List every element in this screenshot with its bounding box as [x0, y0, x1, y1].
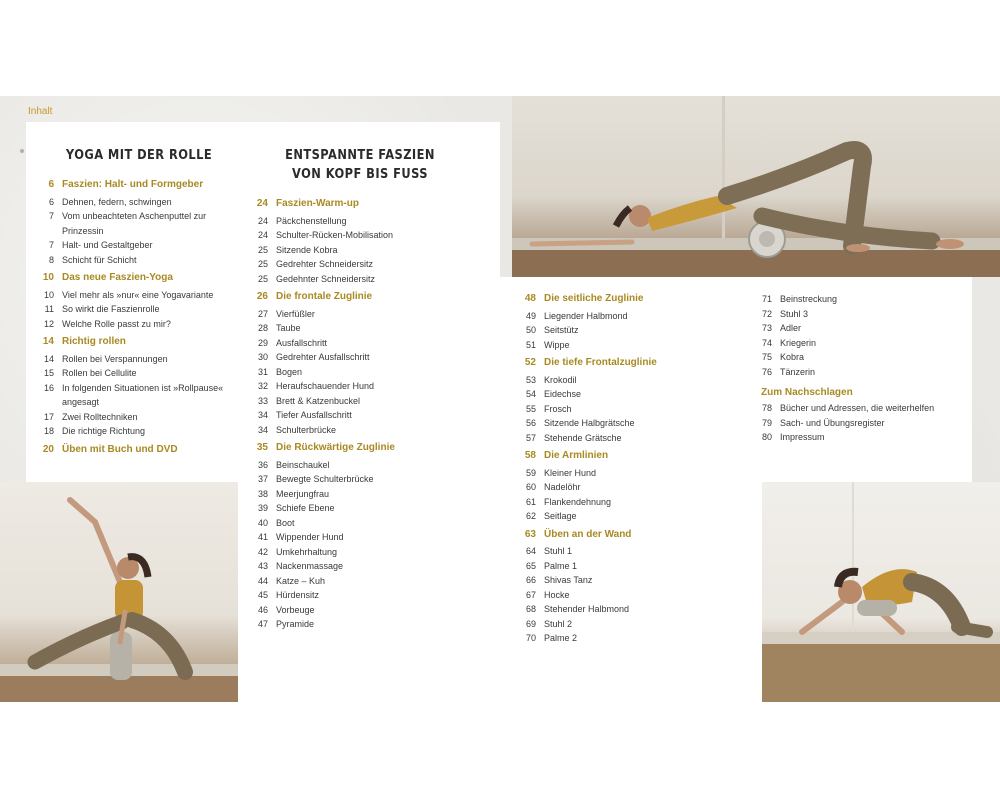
entry-title: Vorbeuge: [276, 604, 315, 615]
page-number: 48: [524, 293, 536, 304]
toc-entry: [518, 559, 718, 574]
toc-entry: [754, 307, 966, 322]
chapter-2-title: [274, 146, 446, 184]
page-number: 58: [524, 450, 536, 461]
page-number: 27: [257, 308, 268, 319]
page-number: 34: [257, 424, 268, 435]
page-number: 50: [525, 325, 536, 335]
toc-entry: [754, 321, 966, 336]
page-number: 68: [525, 604, 536, 614]
page-number: 76: [761, 366, 772, 377]
page-number: 14: [43, 353, 54, 364]
page-number: 10: [42, 272, 54, 283]
photo-lunge-pose: [0, 482, 238, 702]
entry-title: Faszien-Warm-up: [276, 198, 359, 209]
page-number: 56: [525, 418, 536, 428]
toc-entry: [250, 365, 450, 380]
toc-entry: [250, 408, 450, 423]
toc-entry: [250, 272, 450, 287]
toc-entry: [754, 350, 966, 365]
page-number: 51: [525, 339, 536, 350]
page-number: 25: [257, 273, 268, 284]
toc-entry: [36, 410, 236, 425]
entry-title: Kleiner Hund: [544, 467, 597, 478]
toc-entry: [518, 416, 718, 431]
bridge-pose-illustration: [512, 96, 1000, 277]
toc-entry: [518, 573, 718, 588]
toc-entry: [250, 379, 450, 394]
entry-title: Richtig rollen: [62, 336, 126, 347]
toc-entry: [518, 402, 718, 417]
entry-title: Stuhl 2: [544, 618, 573, 629]
toc-entry: [754, 401, 966, 416]
page-number: 41: [257, 532, 268, 542]
toc-entry: [250, 559, 450, 574]
toc-entry: [518, 544, 718, 559]
toc-entry: [250, 307, 450, 322]
entry-title: Frosch: [544, 403, 572, 414]
toc-section-heading: [250, 290, 450, 305]
chapter-2-title-line-1: ENTSPANNTE FASZIEN: [285, 148, 435, 163]
entry-title: Adler: [780, 323, 802, 333]
toc-entry: [36, 352, 236, 367]
toc-entry: [250, 603, 450, 618]
entry-title: Eidechse: [544, 389, 582, 399]
entry-title: Rollen bei Cellulite: [62, 368, 137, 378]
entry-title: Hürdensitz: [276, 590, 320, 600]
page-number: 74: [761, 337, 772, 348]
toc-entry: [36, 209, 236, 238]
toc-entry: [754, 336, 966, 351]
toc-entry: [250, 588, 450, 603]
page-number: 31: [257, 366, 268, 377]
toc-entry: [250, 458, 450, 473]
page-number: 35: [256, 442, 268, 453]
page-number: 52: [524, 357, 536, 368]
toc-entry: [518, 431, 718, 446]
toc-section-heading: [518, 356, 718, 371]
page-number: 28: [257, 323, 268, 333]
entry-title: Dehnen, federn, schwingen: [62, 196, 172, 207]
page-number: 25: [257, 259, 268, 269]
toc-entry: [250, 617, 450, 632]
entry-title: Ausfallschritt: [276, 337, 328, 348]
toc-section-heading: [518, 292, 718, 307]
entry-title: Heraufschauender Hund: [276, 381, 375, 391]
lunge-pose-illustration: [0, 482, 238, 702]
entry-title: Die Armlinien: [544, 450, 609, 461]
entry-title: Brett & Katzenbuckel: [276, 395, 361, 406]
page-number: 39: [257, 503, 268, 513]
page-number: 63: [524, 528, 536, 540]
page-number: 15: [43, 368, 54, 378]
toc-entry: [250, 257, 450, 272]
page-number: 42: [257, 546, 268, 557]
toc-section-heading: [36, 178, 236, 193]
toc-entry: [250, 394, 450, 409]
toc-entry: [518, 480, 718, 495]
page-number: 65: [525, 560, 536, 571]
entry-title: Palme 1: [544, 560, 578, 571]
page-number: 25: [257, 244, 268, 255]
entry-title: Schiefe Ebene: [276, 503, 335, 513]
kneeling-pose-illustration: [762, 482, 1000, 702]
page-number: 64: [525, 546, 536, 556]
chapter-2-list-column-3: [754, 292, 966, 445]
page-number: 6: [48, 196, 54, 207]
entry-title: Zwei Rolltechniken: [62, 411, 138, 422]
page-number: 73: [761, 323, 772, 333]
page-number: 62: [525, 511, 536, 521]
page-number: 34: [257, 410, 268, 420]
entry-title: Wippender Hund: [276, 532, 344, 542]
chapter-2-list-column-2: [518, 292, 718, 646]
entry-title: Palme 2: [544, 633, 578, 643]
page-number: 40: [257, 517, 268, 528]
toc-entry: [754, 416, 966, 431]
toc-entry: [518, 373, 718, 388]
page-number: 55: [525, 403, 536, 414]
toc-section-heading: [36, 443, 236, 458]
page-number: 18: [43, 426, 54, 436]
page-number: 57: [525, 432, 536, 443]
toc-entry: [518, 617, 718, 632]
toc-entry: [754, 365, 966, 380]
entry-title: Kobra: [780, 352, 805, 362]
entry-title: Flankendehnung: [544, 496, 612, 507]
page-number: 38: [257, 488, 268, 499]
entry-title: Stehender Halbmond: [544, 604, 630, 614]
toc-section-heading: [36, 335, 236, 350]
page-number: 45: [257, 590, 268, 600]
toc-section-heading: [518, 449, 718, 464]
entry-title: Taube: [276, 323, 301, 333]
toc-entry: [36, 381, 236, 410]
entry-title: Viel mehr als »nur« eine Yogavariante: [62, 289, 214, 300]
page-number: 20: [42, 443, 54, 455]
decorative-dot: [20, 149, 24, 153]
page-number: 80: [761, 432, 772, 442]
toc-entry: [36, 195, 236, 210]
toc-entry: [754, 430, 966, 445]
page-number: 66: [525, 575, 536, 585]
toc-entry: [518, 509, 718, 524]
entry-title: Liegender Halbmond: [544, 310, 628, 321]
entry-title: Üben an der Wand: [544, 528, 632, 540]
page-number: 7: [48, 240, 54, 250]
page-number: 54: [525, 389, 536, 399]
entry-title: Üben mit Buch und DVD: [62, 443, 178, 455]
toc-entry: [518, 323, 718, 338]
photo-bridge-pose: [512, 96, 1000, 277]
page-number: 61: [525, 496, 536, 507]
toc-entry: [36, 366, 236, 381]
entry-title: Halt- und Gestaltgeber: [62, 240, 153, 250]
page-number: 71: [761, 294, 772, 304]
entry-title: Welche Rolle passt zu mir?: [62, 318, 171, 329]
page-number: 24: [257, 230, 268, 240]
entry-title: Schulterbrücke: [276, 424, 337, 435]
entry-title: So wirkt die Faszienrolle: [62, 304, 160, 314]
entry-title: Die Rückwärtige Zuglinie: [276, 442, 395, 453]
page-number: 67: [525, 589, 536, 600]
chapter-1-list: [36, 178, 236, 459]
page-number: 11: [44, 304, 54, 314]
toc-entry: [250, 350, 450, 365]
entry-title: Faszien: Halt- und Formgeber: [62, 179, 204, 190]
entry-title: Beinschaukel: [276, 459, 330, 470]
entry-title: Stehende Grätsche: [544, 432, 622, 443]
page-number: 26: [256, 291, 268, 302]
toc-entry: [518, 338, 718, 353]
toc-entry: [250, 228, 450, 243]
toc-entry: [36, 424, 236, 439]
entry-title: Hocke: [544, 589, 570, 600]
entry-title: Beinstreckung: [780, 294, 838, 304]
toc-entry: [250, 545, 450, 560]
toc-entry: [36, 302, 236, 317]
running-head: Inhalt: [28, 106, 53, 117]
toc-entry: [250, 516, 450, 531]
toc-entry: [250, 487, 450, 502]
page-number: 78: [761, 403, 772, 413]
entry-title: Nackenmassage: [276, 561, 344, 571]
entry-title: In folgenden Situationen ist »Rollpause« angesagt: [62, 382, 224, 407]
entry-title: Meerjungfrau: [276, 488, 330, 499]
page-number: 69: [525, 618, 536, 629]
entry-title: Nadelöhr: [544, 482, 581, 492]
toc-section-heading: [250, 197, 450, 212]
entry-title: Sitzende Halbgrätsche: [544, 418, 635, 428]
page-number: 79: [761, 417, 772, 428]
entry-title: Sach- und Übungsregister: [780, 417, 885, 428]
page-number: 36: [257, 459, 268, 470]
entry-title: Seitstütz: [544, 325, 579, 335]
entry-title: Rollen bei Verspannungen: [62, 353, 168, 364]
page-number: 43: [257, 561, 268, 571]
toc-entry: [518, 631, 718, 646]
toc-entry: [250, 501, 450, 516]
toc-entry: [36, 317, 236, 332]
page-number: 47: [257, 619, 268, 629]
toc-entry: [250, 530, 450, 545]
entry-title: Sitzende Kobra: [276, 244, 338, 255]
toc-entry: [518, 495, 718, 510]
toc-entry: [36, 238, 236, 253]
entry-title: Shivas Tanz: [544, 575, 593, 585]
entry-title: Gedehnter Schneidersitz: [276, 273, 376, 284]
page-number: 30: [257, 352, 268, 362]
toc-entry: [250, 423, 450, 438]
page-number: 32: [257, 381, 268, 391]
entry-title: Impressum: [780, 432, 825, 442]
page-number: 6: [48, 179, 54, 190]
toc-entry: [250, 472, 450, 487]
chapter-2-list-column-1: [250, 197, 450, 632]
entry-title: Gedrehter Ausfallschritt: [276, 352, 370, 362]
page-number: 24: [257, 215, 268, 226]
page-number: 7: [48, 211, 54, 221]
page-number: 75: [761, 352, 772, 362]
page-number: 17: [43, 411, 54, 422]
page-number: 12: [43, 318, 54, 329]
entry-title: Das neue Faszien-Yoga: [62, 272, 173, 283]
page-number: 60: [525, 482, 536, 492]
entry-title: Die frontale Zuglinie: [276, 291, 373, 302]
toc-entry: [250, 243, 450, 258]
toc-entry: [518, 588, 718, 603]
toc-entry: [250, 321, 450, 336]
appendix-title: Zum Nachschlagen: [761, 387, 853, 398]
page-number: 46: [257, 604, 268, 615]
entry-title: Die seitliche Zuglinie: [544, 293, 644, 304]
page-number: 8: [48, 254, 54, 265]
entry-title: Seitlage: [544, 511, 577, 521]
page-number: 24: [256, 198, 268, 209]
toc-entry: [754, 292, 966, 307]
entry-title: Stuhl 3: [780, 308, 809, 319]
toc-entry: [36, 288, 236, 303]
page-number: 14: [42, 336, 54, 347]
page-number: 29: [257, 337, 268, 348]
page-number: 59: [525, 467, 536, 478]
entry-title: Krokodil: [544, 374, 577, 385]
entry-title: Boot: [276, 517, 295, 528]
entry-title: Stuhl 1: [544, 546, 573, 556]
toc-entry: [518, 309, 718, 324]
toc-entry: [250, 214, 450, 229]
toc-entry: [518, 602, 718, 617]
toc-entry: [518, 387, 718, 402]
entry-title: Päckchenstellung: [276, 215, 347, 226]
toc-section-heading: [518, 528, 718, 543]
page-number: 37: [257, 474, 268, 484]
book-spread: [0, 96, 1000, 702]
page-number: 70: [525, 633, 536, 643]
entry-title: Vierfüßler: [276, 308, 315, 319]
entry-title: Tänzerin: [780, 366, 816, 377]
entry-title: Katze – Kuh: [276, 575, 326, 586]
toc-section-heading: [250, 441, 450, 456]
toc-entry: [36, 253, 236, 268]
entry-title: Pyramide: [276, 619, 315, 629]
entry-title: Gedrehter Schneidersitz: [276, 259, 374, 269]
toc-section-heading: [36, 271, 236, 286]
entry-title: Umkehrhaltung: [276, 546, 338, 557]
page-number: 49: [525, 310, 536, 321]
page-number: 33: [257, 395, 268, 406]
entry-title: Tiefer Ausfallschritt: [276, 410, 352, 420]
chapter-2-title-line-2: VON KOPF BIS FUSS: [292, 167, 428, 182]
entry-title: Kriegerin: [780, 337, 817, 348]
toc-entry: [250, 574, 450, 589]
page-number: 53: [525, 374, 536, 385]
entry-title: Bewegte Schulterbrücke: [276, 474, 374, 484]
page-number: 44: [257, 575, 268, 586]
entry-title: Schulter-Rücken-Mobilisation: [276, 230, 394, 240]
page-number: 10: [43, 289, 54, 300]
page-number: 16: [43, 382, 54, 393]
entry-title: Vom unbeachteten Aschenputtel zur Prinzessin: [62, 211, 207, 236]
entry-title: Bücher und Adressen, die weiterhelfen: [780, 403, 935, 413]
chapter-1-title: YOGA MIT DER ROLLE: [65, 148, 213, 163]
page-number: 72: [761, 308, 772, 319]
entry-title: Die richtige Richtung: [62, 426, 146, 436]
photo-kneeling-pose: [762, 482, 1000, 702]
entry-title: Die tiefe Frontalzuglinie: [544, 357, 657, 368]
entry-title: Bogen: [276, 366, 303, 377]
entry-title: Wippe: [544, 339, 570, 350]
toc-entry: [518, 466, 718, 481]
toc-entry: [250, 336, 450, 351]
entry-title: Schicht für Schicht: [62, 254, 137, 265]
